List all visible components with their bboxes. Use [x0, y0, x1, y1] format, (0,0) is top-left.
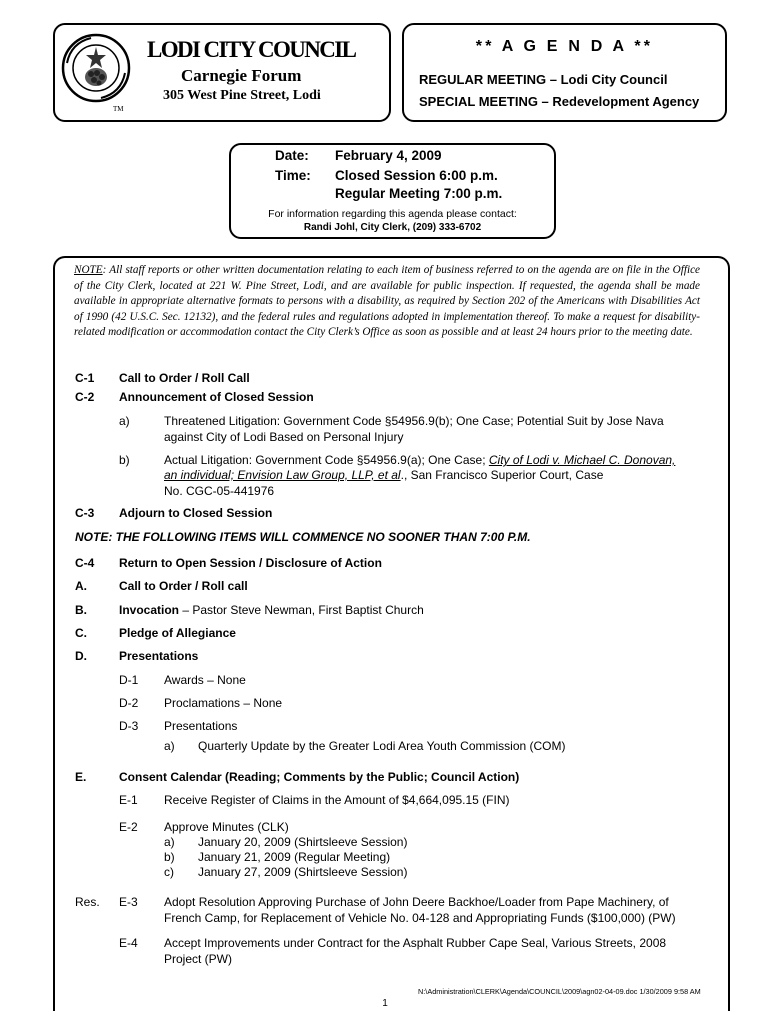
sub-item-text: against City of Lodi Based on Personal Injury	[164, 430, 404, 444]
commence-note: NOTE: THE FOLLOWING ITEMS WILL COMMENCE NO SOONER THAN 7:00 P.M.	[75, 530, 531, 544]
accessibility-note	[74, 263, 700, 341]
sub-item-text: Presentations	[164, 719, 238, 733]
venue-address: 305 West Pine Street, Lodi	[163, 88, 321, 103]
sub-item-number: E-4	[119, 936, 138, 950]
item-title: Call to Order / Roll call	[119, 579, 248, 593]
sub-item-text	[164, 453, 675, 468]
sub-item-letter: a)	[164, 739, 175, 753]
date-value: February 4, 2009	[335, 148, 442, 163]
item-number: C.	[75, 626, 87, 640]
council-title: LODI CITY COUNCIL	[147, 37, 356, 62]
sub-item-text: Quarterly Update by the Greater Lodi Area Youth Commission (COM)	[198, 739, 566, 753]
sub-item-number: D-1	[119, 673, 139, 687]
sub-item-text	[164, 468, 603, 483]
sub-item-text-part: ., San Francisco Superior Court, Case	[400, 468, 604, 482]
sub-item-text: Receive Register of Claims in the Amount of $4,664,095.15 (FIN)	[164, 793, 510, 807]
item-title: Presentations	[119, 649, 199, 663]
item-number: C-4	[75, 556, 95, 570]
resolution-marker: Res.	[75, 895, 100, 909]
sub-item-letter: a)	[164, 835, 175, 849]
sub-item-text: Proclamations – None	[164, 696, 283, 710]
item-title: Adjourn to Closed Session	[119, 506, 273, 520]
page-number: 1	[382, 998, 388, 1009]
sub-item-text: Awards – None	[164, 673, 246, 687]
item-title-part: Invocation	[119, 603, 180, 617]
special-meeting-label: SPECIAL MEETING – Redevelopment Agency	[419, 94, 700, 109]
sub-item-text: Accept Improvements under Contract for the Asphalt Rubber Cape Seal, Various Streets, 2008	[164, 936, 667, 950]
item-title: Pledge of Allegiance	[119, 626, 236, 640]
sub-item-number: E-2	[119, 820, 138, 834]
item-title: Call to Order / Roll Call	[119, 371, 250, 385]
sub-item-letter: a)	[119, 414, 130, 428]
item-title	[119, 603, 424, 618]
sub-item-text: January 20, 2009 (Shirtsleeve Session)	[198, 835, 408, 849]
date-label: Date:	[275, 148, 309, 163]
sub-item-text: Threatened Litigation: Government Code §54956.9(b); One Case; Potential Suit by Jose Nava	[164, 414, 664, 428]
sub-item-number: D-2	[119, 696, 139, 710]
case-name: an individual; Envision Law Group, LLP, et al	[164, 468, 401, 482]
sub-item-text: Adopt Resolution Approving Purchase of John Deere Backhoe/Loader from Pape Machinery, of	[164, 895, 669, 909]
regular-meeting-time: Regular Meeting 7:00 p.m.	[335, 186, 503, 201]
item-number: D.	[75, 649, 87, 663]
sub-item-text: January 21, 2009 (Regular Meeting)	[198, 850, 391, 864]
item-number: B.	[75, 603, 87, 617]
item-title: Announcement of Closed Session	[119, 390, 314, 404]
closed-session-time: Closed Session 6:00 p.m.	[335, 168, 498, 183]
agenda-title: ** A G E N D A **	[475, 38, 654, 55]
item-detail: – Pastor Steve Newman, First Baptist Church	[179, 603, 424, 617]
item-number: A.	[75, 579, 87, 593]
sub-item-text: Project (PW)	[164, 952, 233, 966]
sub-item-number: D-3	[119, 719, 139, 733]
sub-item-text: January 27, 2009 (Shirtsleeve Session)	[198, 865, 408, 879]
regular-meeting-label: REGULAR MEETING – Lodi City Council	[419, 72, 668, 87]
city-seal-icon	[61, 33, 131, 103]
note-text: : All staff reports or other written documentation relating to each item of business referred to on the agenda are on file in the Office of the City Clerk, located at 221 W. Pine Street, Lodi, and are available for public inspection. If requested, the agenda shall be made available in appropriate alternative formats to persons with a disability, as required by Section 202 of the Americans with Disabilities Act of 1990 (42 U.S.C. Sec. 12132), and the federal rules and regulations adopted in implementation thereof. To make a request for disability-related modification or accommodation contact the City Clerk’s Office as soon as possible and at least 24 hours prior to the meeting date.	[74, 264, 700, 339]
item-number: C-3	[75, 506, 95, 520]
contact-intro: For information regarding this agenda please contact:	[268, 208, 517, 220]
sub-item-text: Approve Minutes (CLK)	[164, 820, 289, 834]
council-header-box	[53, 23, 391, 122]
sub-item-letter: b)	[164, 850, 175, 864]
item-number: C-2	[75, 390, 95, 404]
sub-item-text: French Camp, for Replacement of Vehicle No. 04-128 and Appropriating Funds ($100,000) (PW)	[164, 911, 676, 925]
meeting-date-box	[229, 143, 556, 239]
sub-item-text-part: Actual Litigation: Government Code §54956.9(a); One Case;	[164, 453, 489, 467]
item-title: Return to Open Session / Disclosure of Action	[119, 556, 382, 570]
contact-name: Randi Johl, City Clerk, (209) 333-6702	[303, 222, 482, 233]
sub-item-number: E-1	[119, 793, 138, 807]
case-name: City of Lodi v. Michael C. Donovan,	[488, 453, 676, 467]
item-number: E.	[75, 770, 87, 784]
sub-item-letter: c)	[164, 865, 174, 879]
item-title: Consent Calendar (Reading; Comments by the Public; Council Action)	[119, 770, 520, 784]
venue-name: Carnegie Forum	[181, 66, 302, 85]
item-number: C-1	[75, 371, 95, 385]
note-label: NOTE	[74, 264, 103, 276]
sub-item-letter: b)	[119, 453, 130, 467]
time-label: Time:	[275, 168, 311, 183]
sub-item-number: E-3	[119, 895, 138, 909]
agenda-header-box	[402, 23, 727, 122]
sub-item-text: No. CGC-05-441976	[164, 484, 275, 498]
trademark-mark: TM	[113, 105, 124, 113]
file-path-footer: N:\Administration\CLERK\Agenda\COUNCIL\2009\agn02-04-09.doc 1/30/2009 9:58 AM	[418, 987, 701, 996]
